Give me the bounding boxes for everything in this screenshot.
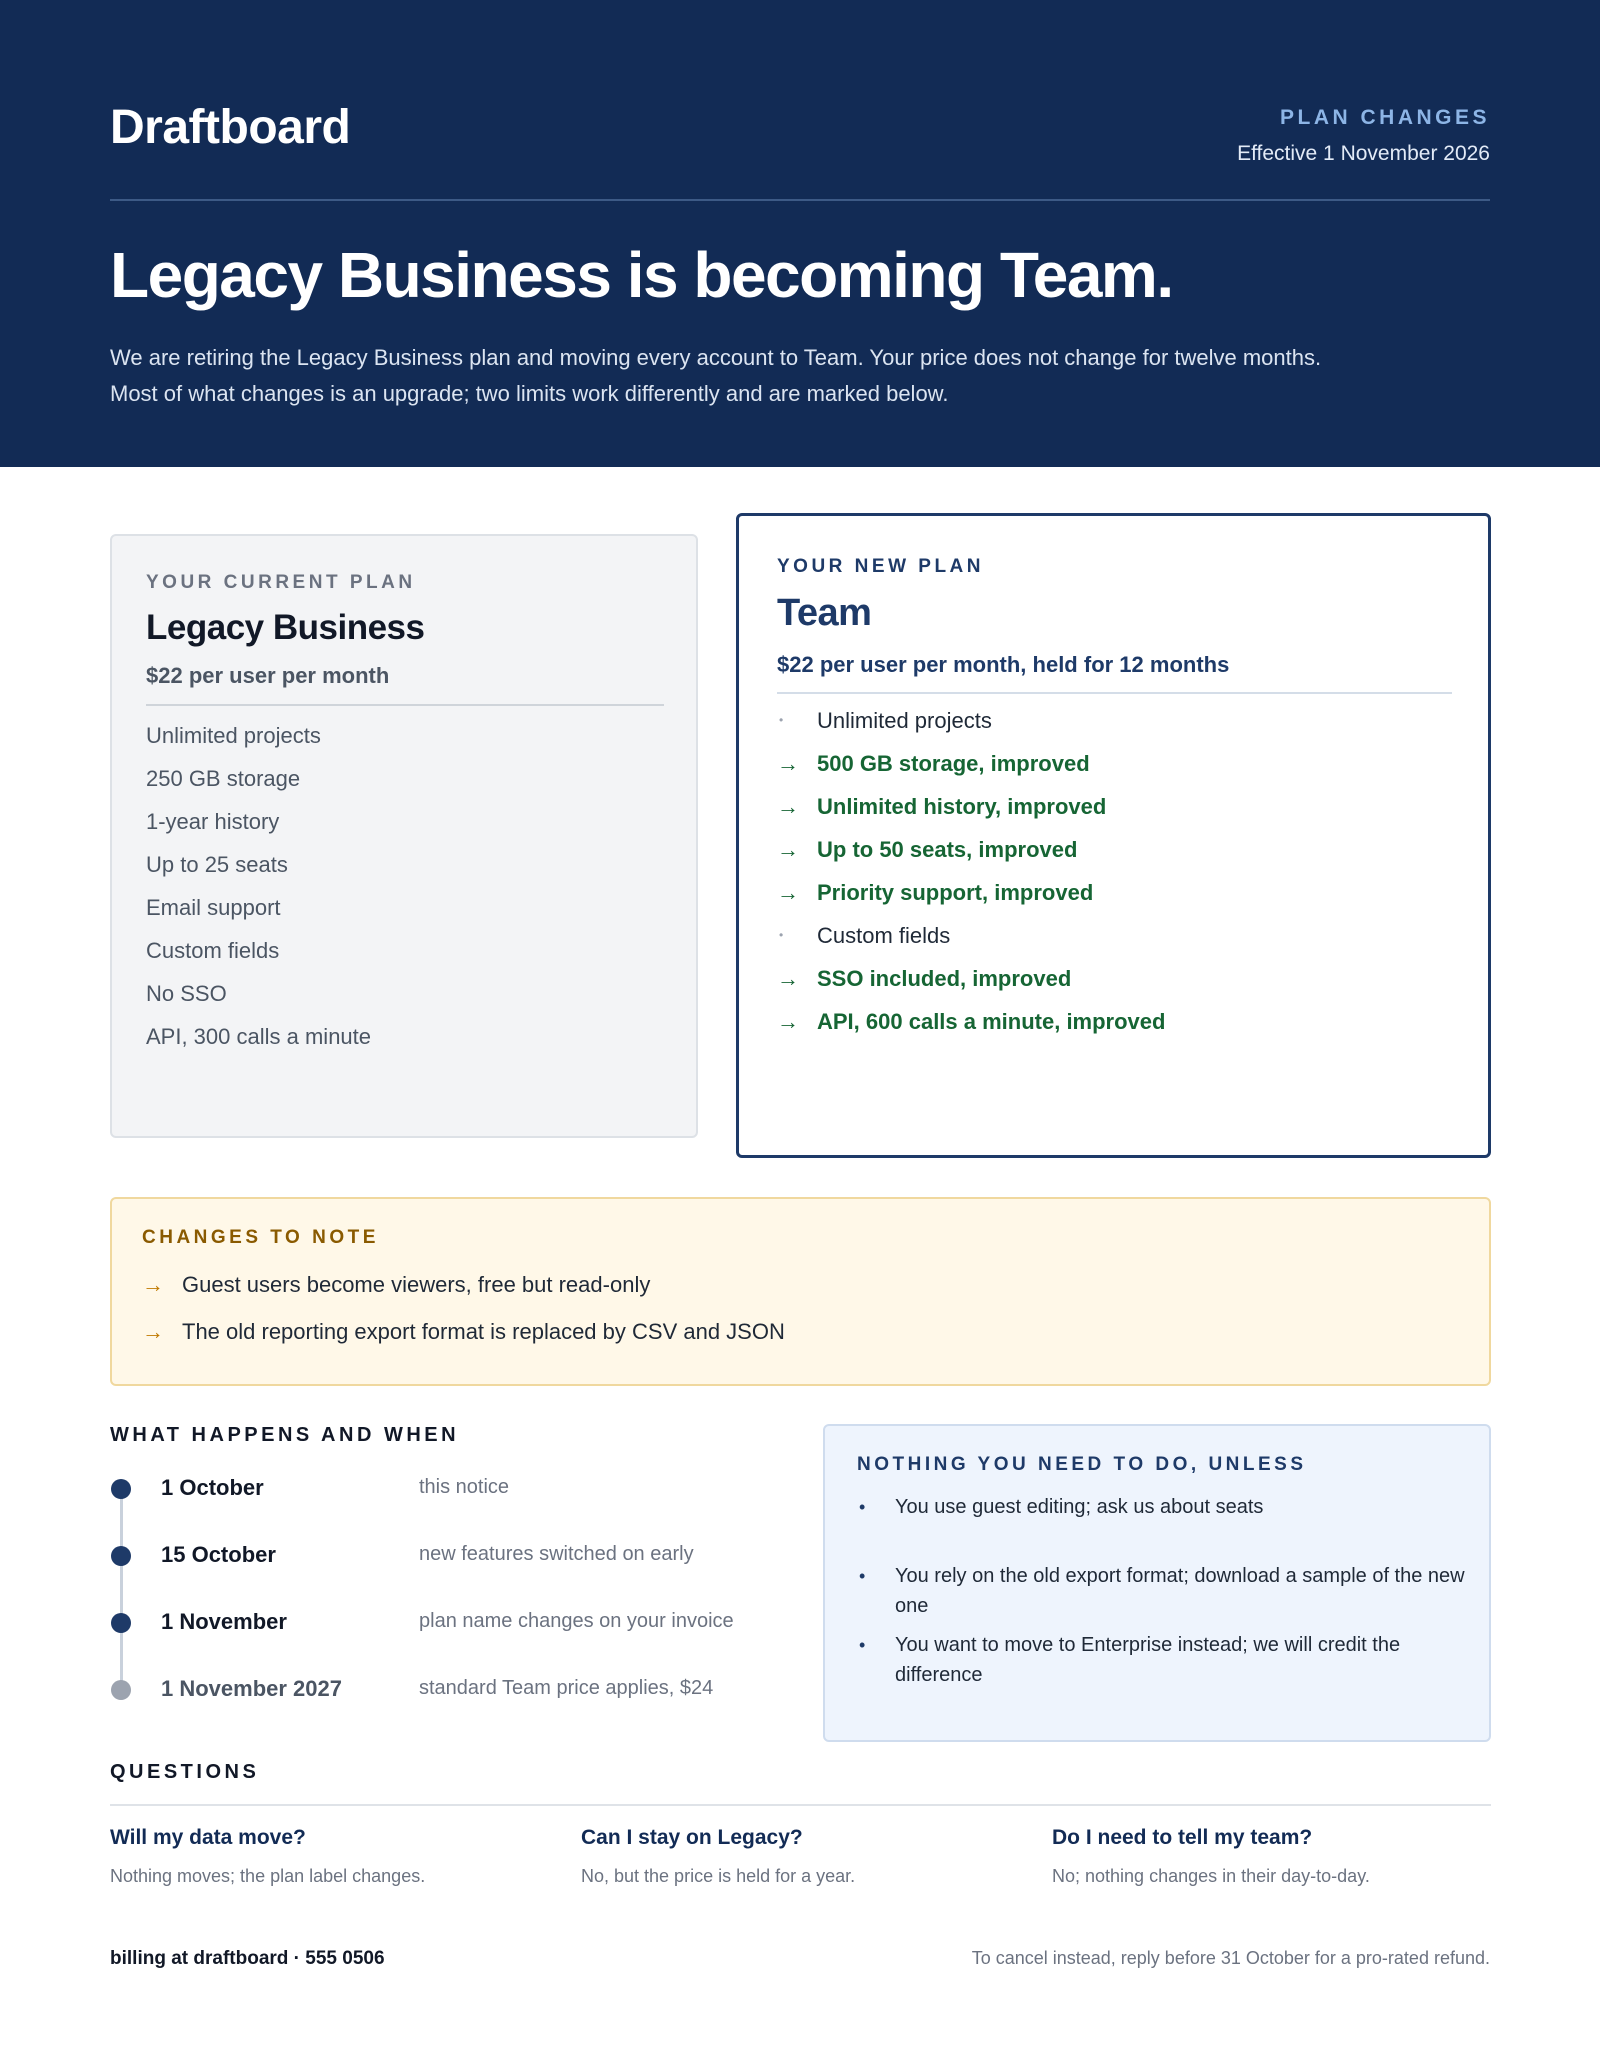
list-item: [142, 1261, 785, 1308]
feature-text: Custom fields: [817, 923, 951, 948]
footer-cancel-note: To cancel instead, reply before 31 October for a pro-rated refund.: [971, 1948, 1490, 1968]
timeline-line: [120, 1490, 123, 1690]
timeline-date: 1 November 2027: [161, 1676, 342, 1701]
list-item: [777, 1000, 1165, 1043]
header-banner: [0, 0, 1600, 467]
timeline-desc: plan name changes on your invoice: [419, 1610, 734, 1632]
current-plan-eyebrow: YOUR CURRENT PLAN: [146, 572, 416, 593]
new-plan-features: [777, 699, 1165, 1043]
feature-text: API, 600 calls a minute, improved: [817, 1009, 1166, 1034]
footer-contact: billing at draftboard · 555 0506: [110, 1948, 385, 1969]
list-item: [777, 871, 1165, 914]
list-item: [857, 1630, 1477, 1690]
timeline-event: [110, 1602, 810, 1642]
timeline-date: 1 October: [161, 1475, 264, 1500]
timeline-dot-icon: [111, 1479, 131, 1499]
list-item: Up to 25 seats: [146, 852, 288, 877]
faq-answer: No; nothing changes in their day-to-day.: [1052, 1866, 1370, 1886]
changes-to-note-box: [110, 1197, 1491, 1386]
list-item: [857, 1561, 1477, 1621]
list-item: [777, 742, 1165, 785]
faq-answer: Nothing moves; the plan label changes.: [110, 1866, 426, 1886]
timeline-date: 15 October: [161, 1542, 276, 1567]
feature-text: 500 GB storage, improved: [817, 751, 1090, 776]
feature-text: Unlimited projects: [817, 708, 992, 733]
arrow-right-icon: →: [142, 1272, 164, 1297]
feature-text: Priority support, improved: [817, 880, 1094, 905]
brand-logo: Draftboard: [110, 101, 351, 154]
current-plan-price: $22 per user per month: [146, 663, 390, 688]
timeline-desc: new features switched on early: [419, 1543, 694, 1565]
current-plan-features: [146, 714, 371, 1058]
changes-eyebrow: CHANGES TO NOTE: [142, 1227, 379, 1248]
change-text: The old reporting export format is replaced by CSV and JSON: [182, 1319, 785, 1344]
timeline-dot-icon: [111, 1613, 131, 1633]
list-item: 1-year history: [146, 809, 280, 834]
list-item: Unlimited projects: [146, 723, 321, 748]
timeline-event: [110, 1535, 810, 1575]
unless-eyebrow: NOTHING YOU NEED TO DO, UNLESS: [857, 1454, 1307, 1475]
list-item: Email support: [146, 895, 281, 920]
list-item: [777, 828, 1165, 871]
feature-text: Unlimited history, improved: [817, 794, 1107, 819]
unless-text: You rely on the old export format; download a sample of the new one: [895, 1565, 1465, 1617]
new-plan-name: Team: [777, 592, 872, 634]
list-item: Custom fields: [146, 938, 280, 963]
bullet-icon: •: [859, 1635, 866, 1655]
list-item: 250 GB storage: [146, 766, 301, 791]
arrow-right-icon: →: [777, 880, 799, 905]
current-plan-card: [110, 534, 698, 1138]
faq-item: [110, 1823, 550, 1889]
changes-list: [142, 1261, 785, 1355]
action-needed-box: [823, 1424, 1491, 1742]
effective-date: Effective 1 November 2026: [1237, 142, 1490, 165]
bullet-icon: •: [779, 928, 784, 942]
current-plan-divider: [146, 704, 664, 706]
timeline-event: [110, 1468, 810, 1508]
faq-item: [1052, 1823, 1492, 1889]
arrow-right-icon: →: [777, 794, 799, 819]
faq-question: Can I stay on Legacy?: [581, 1826, 803, 1849]
timeline-desc: this notice: [419, 1476, 510, 1498]
header-meta: [1237, 106, 1490, 166]
page-title: Legacy Business is becoming Team.: [110, 239, 1173, 311]
page-subtitle: We are retiring the Legacy Business plan and moving every account to Team. Your price does not change for twelve months. Most of what changes is an upgrade; two limits work differently and are marked below.: [110, 345, 1322, 406]
list-item: No SSO: [146, 981, 227, 1006]
bullet-icon: •: [779, 713, 784, 727]
new-plan-eyebrow: YOUR NEW PLAN: [777, 556, 984, 577]
faq-answer: No, but the price is held for a year.: [581, 1866, 856, 1886]
arrow-right-icon: →: [142, 1319, 164, 1344]
list-item: [777, 785, 1165, 828]
feature-text: Up to 50 seats, improved: [817, 837, 1078, 862]
questions-eyebrow: QUESTIONS: [110, 1761, 260, 1783]
timeline-date: 1 November: [161, 1609, 287, 1634]
faq-question: Do I need to tell my team?: [1052, 1826, 1313, 1849]
questions-divider: [110, 1804, 1491, 1806]
unless-text: You use guest editing; ask us about seats: [895, 1496, 1264, 1518]
change-text: Guest users become viewers, free but read-only: [182, 1272, 651, 1297]
unless-text: You want to move to Enterprise instead; we will credit the difference: [895, 1634, 1401, 1686]
timeline-desc: standard Team price applies, $24: [419, 1677, 714, 1699]
faq-question: Will my data move?: [110, 1826, 306, 1849]
list-item: [777, 914, 1165, 957]
arrow-right-icon: →: [777, 837, 799, 862]
arrow-right-icon: →: [777, 966, 799, 991]
bullet-icon: •: [859, 1566, 866, 1586]
new-plan-price: $22 per user per month, held for 12 months: [777, 652, 1230, 677]
arrow-right-icon: →: [777, 751, 799, 776]
list-item: [857, 1492, 1477, 1522]
plan-changes-label: PLAN CHANGES: [1279, 106, 1490, 129]
faq-item: [581, 1823, 1021, 1889]
timeline-event: [110, 1669, 810, 1709]
arrow-right-icon: →: [777, 1009, 799, 1034]
list-item: [142, 1308, 785, 1355]
timeline-eyebrow: WHAT HAPPENS AND WHEN: [110, 1424, 460, 1446]
new-plan-card: [736, 513, 1491, 1158]
list-item: API, 300 calls a minute: [146, 1024, 372, 1049]
list-item: [777, 699, 1165, 742]
timeline-dot-icon: [111, 1546, 131, 1566]
bullet-icon: •: [859, 1497, 866, 1517]
new-plan-divider: [777, 692, 1452, 694]
feature-text: SSO included, improved: [817, 966, 1072, 991]
header-divider: [110, 199, 1490, 201]
timeline-dot-icon: [111, 1680, 131, 1700]
list-item: [777, 957, 1165, 1000]
current-plan-name: Legacy Business: [146, 608, 425, 647]
